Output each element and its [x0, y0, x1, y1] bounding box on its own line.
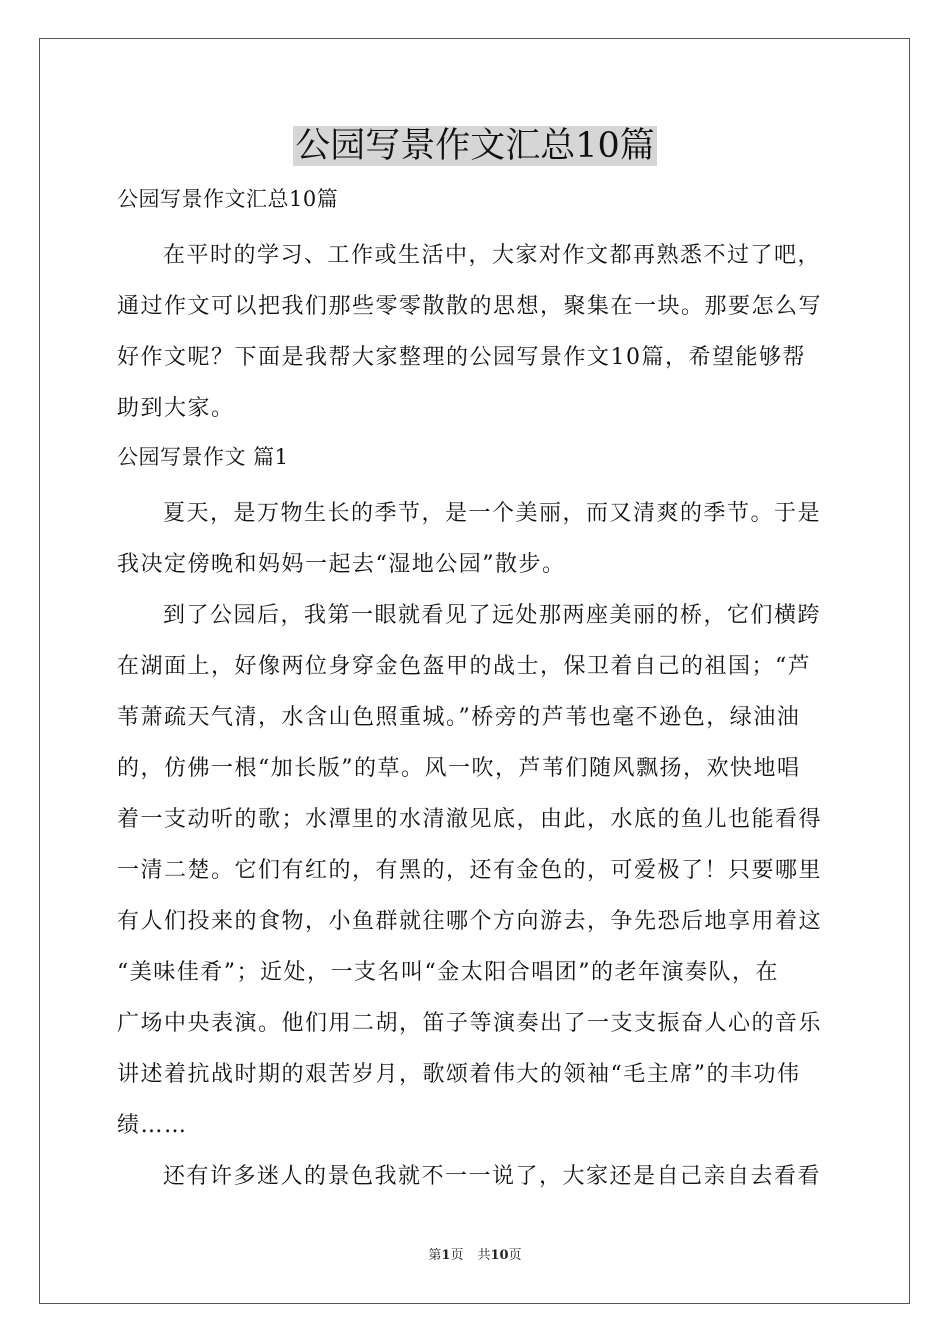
paragraph-line: 苇萧疏天气清，水含山色照重城。”桥旁的芦苇也毫不逊色，绿油油	[117, 705, 801, 730]
document-body	[117, 176, 835, 1202]
paragraph-line: 还有许多迷人的景色我就不一一说了，大家还是自己亲自去看看	[163, 1164, 822, 1189]
page-number: 第1页	[428, 1248, 464, 1263]
subtitle: 公园写景作文汇总10篇	[117, 187, 339, 211]
intro-line: 在平时的学习、工作或生活中，大家对作文都再熟悉不过了吧，	[163, 243, 822, 268]
page-total: 共10页	[477, 1248, 522, 1263]
paragraph-line: 夏天，是万物生长的季节，是一个美丽，而又清爽的季节。于是	[163, 501, 822, 526]
paragraph-line: 着一支动听的歌；水潭里的水清澈见底，由此，水底的鱼儿也能看得	[117, 807, 823, 832]
paragraph-3	[117, 1151, 835, 1202]
intro-line: 助到大家。	[117, 396, 235, 421]
intro-line: 通过作文可以把我们那些零零散散的思想，聚集在一块。那要怎么写	[117, 294, 823, 319]
document-title-text: 公园写景作文汇总10篇	[295, 126, 655, 166]
paragraph-line: 绩……	[117, 1113, 188, 1138]
paragraph-1	[117, 488, 835, 590]
paragraph-line: “美味佳肴”；近处，一支名叫“金太阳合唱团”的老年演奏队，在	[117, 960, 779, 985]
intro-line: 好作文呢？下面是我帮大家整理的公园写景作文10篇，希望能够帮	[117, 345, 806, 370]
paragraph-line: 到了公园后，我第一眼就看见了远处那两座美丽的桥，它们横跨	[163, 603, 822, 628]
paragraph-line: 在湖面上，好像两位身穿金色盔甲的战士，保卫着自己的祖国；“芦	[117, 654, 812, 679]
intro-paragraph	[117, 230, 835, 434]
paragraph-2	[117, 590, 835, 1151]
page-footer	[0, 1246, 950, 1266]
paragraph-line: 一清二楚。它们有红的，有黑的，还有金色的，可爱极了！只要哪里	[117, 858, 823, 883]
document-title	[0, 122, 950, 170]
paragraph-line: 的，仿佛一根“加长版”的草。风一吹，芦苇们随风飘扬，欢快地唱	[117, 756, 801, 781]
paragraph-line: 讲述着抗战时期的艰苦岁月，歌颂着伟大的领袖“毛主席”的丰功伟	[117, 1062, 801, 1087]
paragraph-line: 我决定傍晚和妈妈一起去“湿地公园”散步。	[117, 552, 566, 577]
paragraph-line: 有人们投来的食物，小鱼群就往哪个方向游去，争先恐后地享用着这	[117, 909, 823, 934]
paragraph-line: 广场中央表演。他们用二胡，笛子等演奏出了一支支振奋人心的音乐	[117, 1011, 823, 1036]
section-heading: 公园写景作文 篇1	[117, 445, 289, 469]
